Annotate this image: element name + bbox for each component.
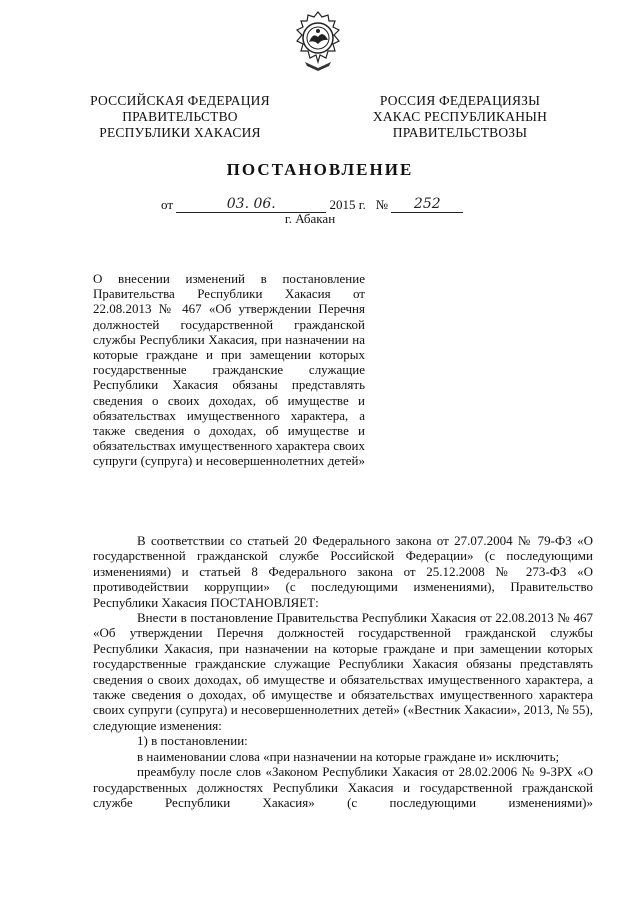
document-title: ПОСТАНОВЛЕНИЕ [226,160,414,179]
paragraph-amendment: Внести в постановление Правительства Республики Хакасия от 22.08.2013 № 467 «Об утверждении Перечня должностей государственной гражданской службы Республики Хакасия, при назначении на которые граждане и при замещении которых государственные гражданские служащие Республики Хакасия обязаны представлять сведения о своих доходах, об имуществе и обязательствах имущественного характера, а также сведения о доходах, об имуществе и обязательствах имущественного характера своих супруги (супруга) и несовершеннолетних детей» («Вестник Хакасии», 2013, № 55), следующие изменения: [93,610,593,733]
republic-of-khakassia-emblem-icon [289,10,347,72]
date-handwritten: 03. 06. [226,196,276,212]
date-year: 2015 г. [329,197,366,212]
number-sign: № [375,197,389,212]
paragraph-item-1: 1) в постановлении: [137,733,248,749]
document-body [93,533,593,810]
date-prefix: от [161,197,174,212]
paragraph-title-change: в наименовании слова «при назначении на которые граждане и» исключить; [137,748,560,764]
paragraph-preamble-change: преамбулу после слов «Законом Республики Хакасия от 28.02.2006 № 9-ЗРХ «О государственных должностях Республики Хакасия и государственной гражданской службе Республики Хакасия» (с последующими изменениями)» [93,764,593,810]
document-subject: О внесении изменений в постановление Правительства Республики Хакасия от 22.08.2013 № 467 «Об утверждении Перечня должностей государственной гражданской службы Республики Хакасия, при назначении на которые граждане и при замещении которых государственные гражданские служащие Республики Хакасия обязаны представлять сведения о своих доходах, об имуществе и обязательствах имущественного характера, а также сведения о доходах, об имуществе и обязательствах имущественного характера своих супруги (супруга) и несовершеннолетних детей» [93,271,365,469]
number-handwritten: 252 [413,196,441,212]
header-left-russian: РОССИЙСКАЯ ФЕДЕРАЦИЯ ПРАВИТЕЛЬСТВО РЕСПУБЛИКИ ХАКАСИЯ [90,93,270,140]
header-right-khakas: РОССИЯ ФЕДЕРАЦИЯЗЫ ХАКАС РЕСПУБЛИКАНЫН ПРАВИТЕЛЬСТВОЗЫ [372,93,548,140]
paragraph-preamble: В соответствии со статьей 20 Федерального закона от 27.07.2004 № 79-ФЗ «О государственной гражданской службе Российской Федерации» (с последующими изменениями) и статьей 8 Федерального закона от 25.12.2008 № 273-ФЗ «О противодействии коррупции» (с последующими изменениями), Правительство Республики Хакасия ПОСТАНОВЛЯЕТ: [93,533,593,610]
city-name: г. Абакан [284,211,336,226]
